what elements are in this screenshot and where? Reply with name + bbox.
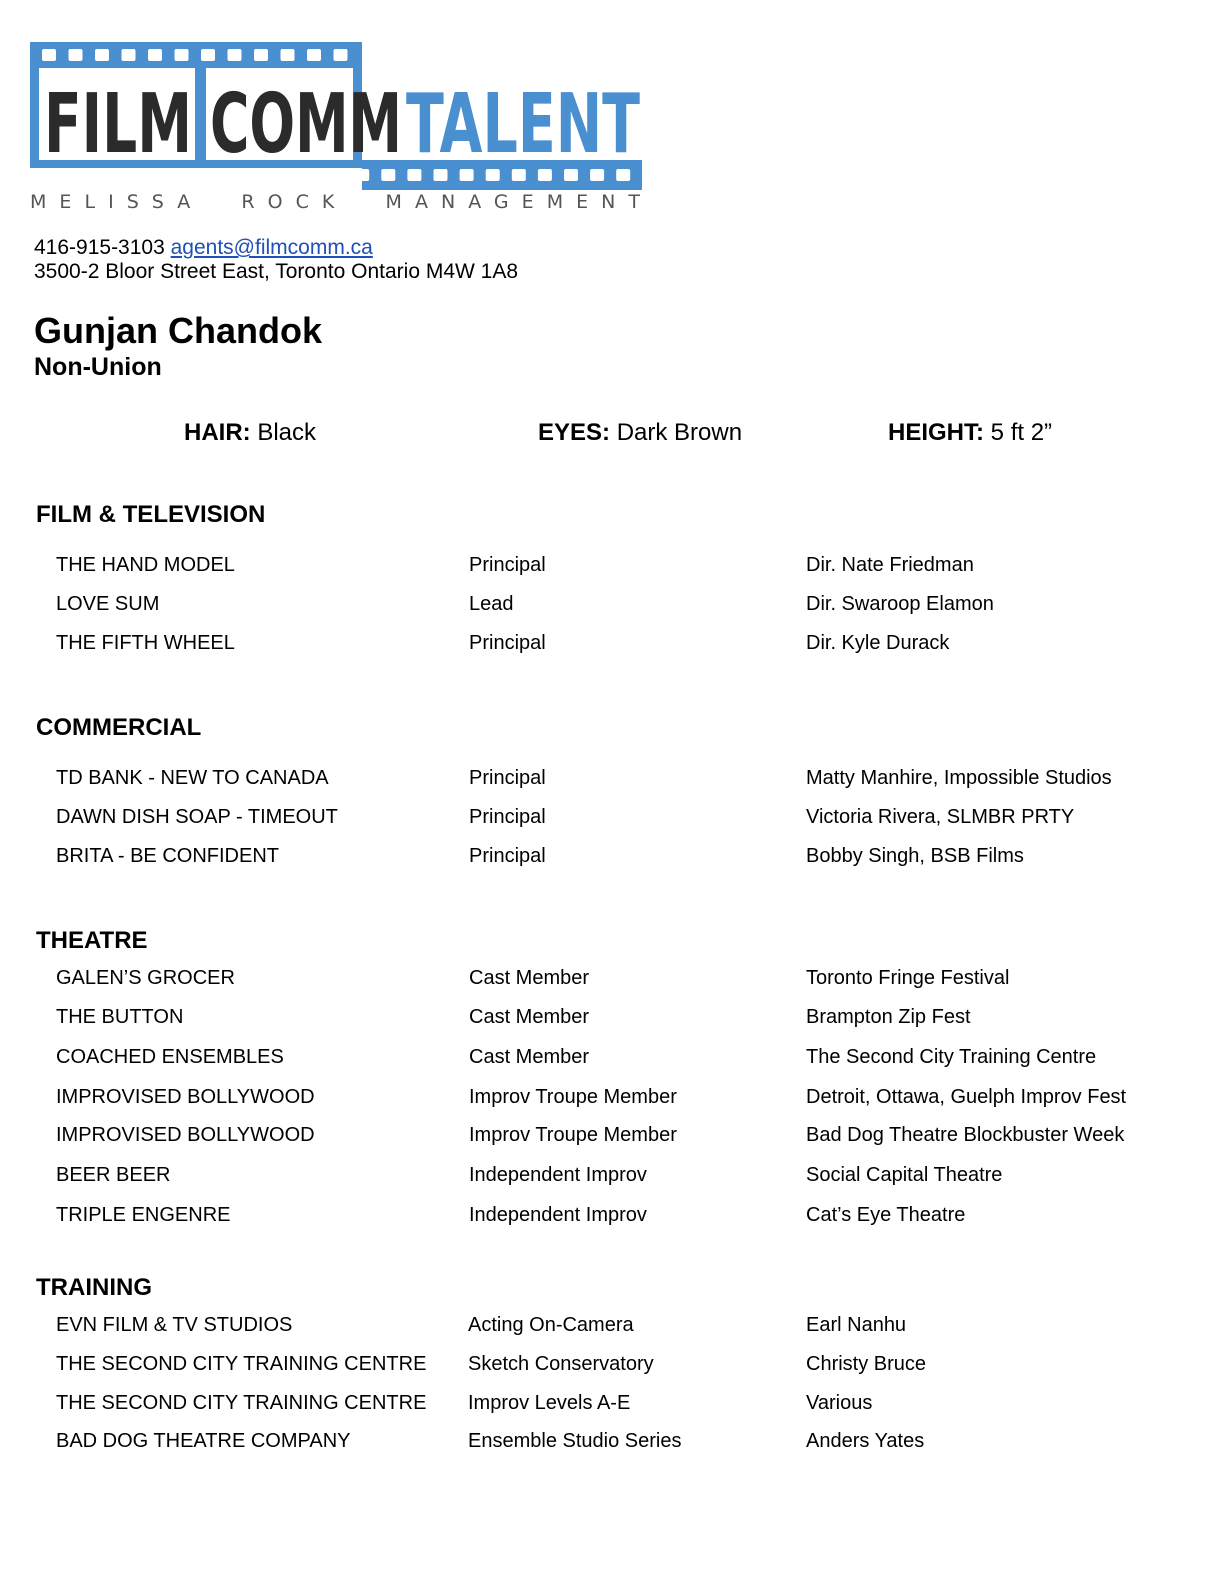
training-course: Acting On-Camera [468, 1314, 634, 1336]
training-school: THE SECOND CITY TRAINING CENTRE [56, 1392, 427, 1414]
eyes-attribute [538, 418, 742, 448]
credit-role: Cast Member [469, 967, 590, 989]
hair-attribute [184, 418, 316, 448]
section-title-film: FILM & TELEVISION [36, 501, 266, 528]
sprocket-hole [95, 49, 109, 61]
credit-title: TD BANK - NEW TO CANADA [56, 767, 329, 789]
hair-label: HAIR: [184, 419, 251, 446]
credit-role: Cast Member [469, 1006, 590, 1028]
training-school: EVN FILM & TV STUDIOS [56, 1314, 293, 1336]
credit-director: Matty Manhire, Impossible Studios [806, 767, 1112, 789]
table-row [0, 628, 1224, 658]
sprocket-hole [201, 49, 215, 61]
credit-role: Principal [469, 845, 546, 867]
credit-title: LOVE SUM [56, 593, 160, 615]
credit-director: Victoria Rivera, SLMBR PRTY [806, 806, 1075, 828]
credit-title: IMPROVISED BOLLYWOOD [56, 1124, 315, 1146]
table-row [0, 1349, 1224, 1379]
table-row [0, 1042, 1224, 1072]
section-title-theatre: THEATRE [36, 927, 148, 954]
table-row [0, 1388, 1224, 1418]
height-label: HEIGHT: [888, 419, 984, 446]
sprocket-hole [254, 49, 268, 61]
credit-venue: Social Capital Theatre [806, 1164, 1003, 1186]
credit-venue: Detroit, Ottawa, Guelph Improv Fest [806, 1086, 1127, 1108]
credit-title: DAWN DISH SOAP - TIMEOUT [56, 806, 338, 828]
table-row [0, 841, 1224, 871]
credit-title: BEER BEER [56, 1164, 171, 1186]
table-row [0, 1082, 1224, 1112]
sprocket-hole [148, 49, 162, 61]
actor-name: Gunjan Chandok [34, 310, 322, 351]
table-row [0, 1120, 1224, 1150]
training-school: BAD DOG THEATRE COMPANY [56, 1430, 351, 1452]
eyes-value: Dark Brown [616, 419, 743, 446]
union-status: Non-Union [34, 353, 162, 381]
hair-value: Black [257, 419, 317, 446]
table-row [0, 1160, 1224, 1190]
credit-director: Dir. Kyle Durack [806, 632, 950, 654]
training-instructor: Various [806, 1392, 873, 1414]
eyes-label: EYES: [538, 419, 611, 446]
credit-role: Lead [469, 593, 514, 615]
sprocket-hole [175, 49, 189, 61]
credit-title: IMPROVISED BOLLYWOOD [56, 1086, 315, 1108]
agency-address: 3500-2 Bloor Street East, Toronto Ontario M4W 1A8 [34, 260, 519, 283]
logo-talent-text: TALENT [406, 77, 641, 172]
sprocket-hole [281, 49, 295, 61]
sprocket-hole [334, 49, 348, 61]
training-course: Ensemble Studio Series [468, 1430, 682, 1452]
agency-email-link[interactable]: agents@filmcomm.ca [170, 236, 373, 259]
credit-title: THE FIFTH WHEEL [56, 632, 235, 654]
credit-title: BRITA - BE CONFIDENT [56, 845, 279, 867]
credit-title: TRIPLE ENGENRE [56, 1204, 231, 1226]
filmcomm-logo [30, 42, 642, 214]
credit-title: COACHED ENSEMBLES [56, 1046, 284, 1068]
table-row [0, 589, 1224, 619]
sprocket-hole [228, 49, 242, 61]
credit-venue: Toronto Fringe Festival [806, 967, 1010, 989]
training-course: Sketch Conservatory [468, 1353, 654, 1375]
credit-role: Independent Improv [469, 1164, 647, 1186]
credit-title: THE HAND MODEL [56, 554, 235, 576]
credit-director: Bobby Singh, BSB Films [806, 845, 1024, 867]
table-row [0, 550, 1224, 580]
training-instructor: Anders Yates [806, 1430, 925, 1452]
credit-role: Improv Troupe Member [469, 1124, 677, 1146]
logo-tagline: MELISSA ROCK MANAGEMENT [30, 191, 640, 213]
logo-graphic [30, 42, 642, 214]
credit-role: Principal [469, 632, 546, 654]
credit-role: Principal [469, 554, 546, 576]
credit-role: Principal [469, 806, 546, 828]
credit-role: Principal [469, 767, 546, 789]
credit-role: Cast Member [469, 1046, 590, 1068]
agency-phone: 416-915-3103 [34, 236, 165, 259]
training-instructor: Earl Nanhu [806, 1314, 907, 1336]
credit-title: GALEN’S GROCER [56, 967, 235, 989]
sprocket-hole [42, 49, 56, 61]
sprocket-hole [307, 49, 321, 61]
table-row [0, 1200, 1224, 1230]
sprocket-hole [122, 49, 136, 61]
table-row [0, 802, 1224, 832]
training-school: THE SECOND CITY TRAINING CENTRE [56, 1353, 427, 1375]
credit-director: Dir. Swaroop Elamon [806, 593, 994, 615]
credit-venue: Cat’s Eye Theatre [806, 1204, 966, 1226]
agency-contact [34, 236, 518, 284]
sprocket-hole [69, 49, 83, 61]
table-row [0, 1310, 1224, 1340]
credit-director: Dir. Nate Friedman [806, 554, 974, 576]
table-row [0, 763, 1224, 793]
height-value: 5 ft 2” [990, 419, 1053, 446]
logo-comm-text: COMM [210, 77, 402, 172]
credit-venue: Bad Dog Theatre Blockbuster Week [806, 1124, 1125, 1146]
table-row [0, 1426, 1224, 1456]
training-instructor: Christy Bruce [806, 1353, 927, 1375]
training-course: Improv Levels A-E [468, 1392, 631, 1414]
credit-role: Improv Troupe Member [469, 1086, 677, 1108]
credit-venue: Brampton Zip Fest [806, 1006, 971, 1028]
section-title-commercial: COMMERCIAL [36, 714, 202, 741]
credit-role: Independent Improv [469, 1204, 647, 1226]
table-row [0, 1002, 1224, 1032]
table-row [0, 963, 1224, 993]
height-attribute [888, 418, 1052, 448]
credit-title: THE BUTTON [56, 1006, 184, 1028]
credit-venue: The Second City Training Centre [806, 1046, 1097, 1068]
logo-film-text: FILM [44, 77, 192, 172]
section-title-training: TRAINING [36, 1274, 152, 1301]
